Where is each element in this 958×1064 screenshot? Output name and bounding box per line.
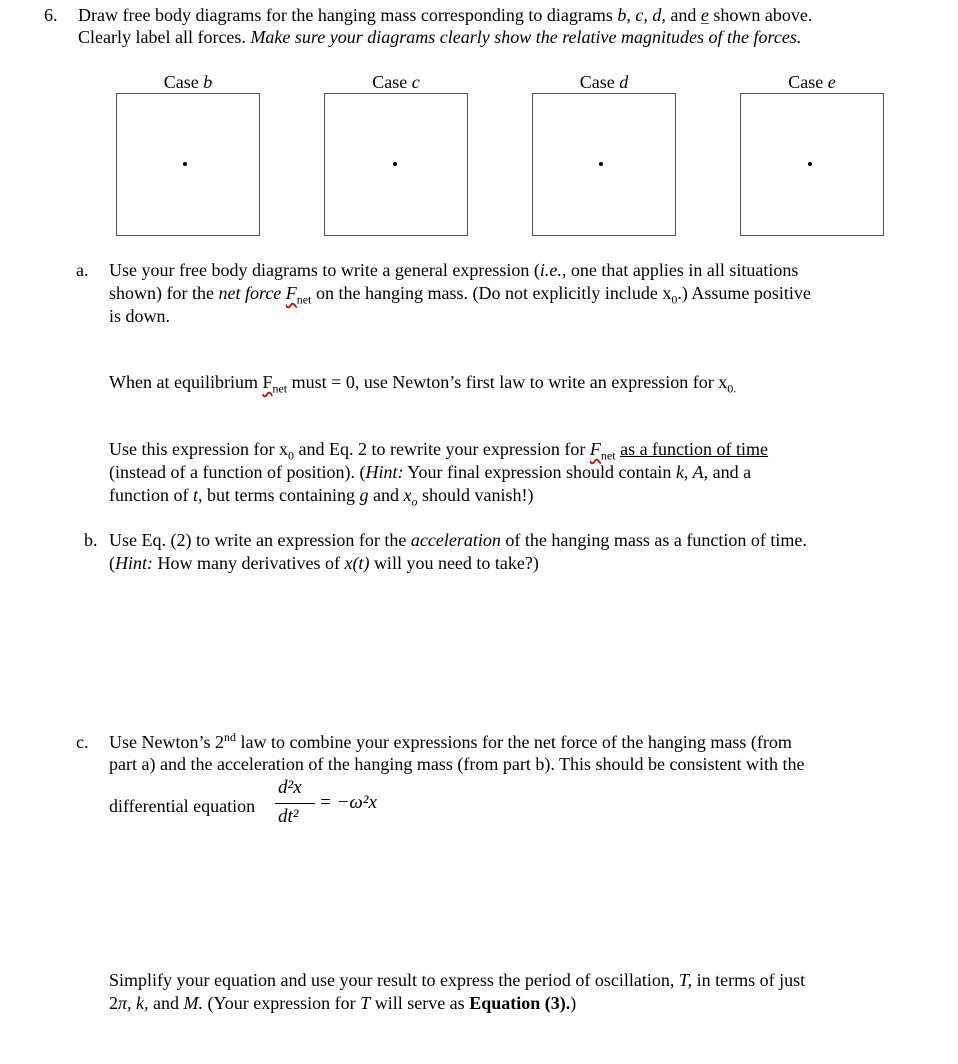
case-d-diagram-box — [532, 93, 676, 236]
part-c-simplify-line-2: 2π, k, and M. (Your expression for T will serve as Equation (3).) — [109, 993, 577, 1013]
part-b-line-1: Use Eq. (2) to write an expression for the acceleration of the hanging mass as a function of time. — [109, 530, 807, 550]
part-a-rewrite-line-1: Use this expression for $x_0$ and Eq. 2 to rewrite your expression for $F_{net}$ as a function of time — [109, 439, 769, 463]
part-a-line-1: Use your free body diagrams to write a general expression (i.e., one that applies in all situations — [109, 260, 799, 280]
case-b-mass-dot — [183, 162, 187, 166]
part-a-rewrite-line-3: function of t, but terms containing g and $x_o$ should vanish!) — [109, 485, 534, 509]
part-a-line-2: shown) for the net force $F_{net}$ on the hanging mass. (Do not explicitly include $x_0$.) Assume positive — [109, 283, 811, 307]
case-e-label: Case e — [788, 72, 836, 92]
case-b-diagram-box — [116, 93, 260, 236]
case-c-label: Case c — [372, 72, 420, 92]
fraction-bar — [275, 803, 315, 804]
part-a-letter: a. — [76, 260, 89, 280]
case-e-diagram-box — [740, 93, 884, 236]
part-b-letter: b. — [84, 530, 98, 550]
differential-equation-label: differential equation — [109, 796, 256, 816]
case-e-mass-dot — [808, 162, 812, 166]
part-b-line-2: (Hint: How many derivatives of x(t) will you need to take?) — [109, 553, 539, 573]
question-number: 6. — [44, 5, 58, 25]
equation-rhs: = −ω²x — [319, 792, 377, 813]
part-c-letter: c. — [76, 732, 89, 752]
case-c-mass-dot — [393, 162, 397, 166]
part-c-line-1: Use Newton’s 2nd law to combine your expressions for the net force of the hanging mass (from — [109, 730, 792, 752]
part-c-line-2: part a) and the acceleration of the hanging mass (from part b). This should be consistent with the — [109, 754, 805, 774]
part-c-simplify-line-1: Simplify your equation and use your result to express the period of oscillation, T, in terms of just — [109, 970, 806, 990]
case-d-label: Case d — [579, 72, 629, 92]
fraction-denominator: dt² — [278, 806, 299, 827]
part-a-equilibrium-line: When at equilibrium $F_{net}$ must = 0, use Newton’s first law to write an expression for $x_{0.}$ — [109, 372, 737, 396]
question-line-2: Clearly label all forces. Make sure your diagrams clearly show the relative magnitudes of the forces. — [78, 27, 802, 47]
part-a-line-3: is down. — [109, 306, 171, 326]
case-b-label: Case b — [163, 72, 213, 92]
fraction-numerator: d²x — [278, 777, 302, 798]
case-d-mass-dot — [599, 162, 603, 166]
question-line-1: Draw free body diagrams for the hanging mass corresponding to diagrams b, c, d, and e shown above. — [78, 5, 813, 25]
part-a-rewrite-line-2: (instead of a function of position). (Hint: Your final expression should contain k, A, and a — [109, 462, 752, 482]
